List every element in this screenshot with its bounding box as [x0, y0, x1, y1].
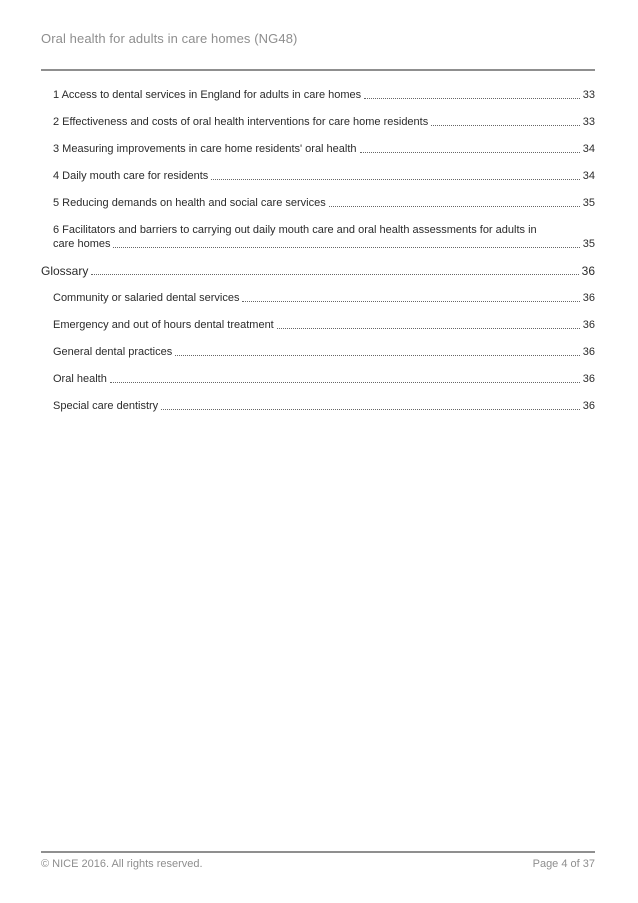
- toc-entry-label: 1 Access to dental services in England for adults in care homes: [53, 89, 362, 101]
- toc-page-number: 33: [582, 89, 595, 101]
- toc-leader-dots: [242, 300, 579, 302]
- toc-page-number: 35: [582, 238, 595, 250]
- toc-entry-measuring-improvements[interactable]: [41, 142, 595, 156]
- toc-page-number: 36: [582, 373, 595, 385]
- toc-page-number: 36: [582, 292, 595, 304]
- toc-page-number: 34: [582, 170, 595, 182]
- toc-page-number: 33: [582, 116, 595, 128]
- toc-leader-dots: [175, 354, 580, 356]
- toc-entry-facilitators-barriers[interactable]: [41, 223, 595, 251]
- toc-entry-label: 5 Reducing demands on health and social care services: [53, 197, 326, 209]
- toc-entry-access-dental-services[interactable]: [41, 88, 595, 102]
- toc-leader-dots: [113, 246, 579, 248]
- toc-entry-label-line2: care homes: [53, 238, 111, 250]
- toc-entry-label: Emergency and out of hours dental treatment: [53, 319, 274, 331]
- toc-entry-oral-health[interactable]: [41, 372, 595, 386]
- toc-leader-dots: [431, 124, 580, 126]
- toc-page-number: 35: [582, 197, 595, 209]
- toc-page-number: 36: [581, 264, 595, 278]
- toc-entry-glossary[interactable]: [41, 264, 595, 278]
- toc-entry-effectiveness-costs[interactable]: [41, 115, 595, 129]
- toc-leader-dots: [211, 178, 579, 180]
- header-rule: [41, 69, 595, 71]
- toc-entry-label: 3 Measuring improvements in care home residents' oral health: [53, 143, 357, 155]
- footer-copyright: © NICE 2016. All rights reserved.: [41, 858, 203, 870]
- toc-entry-reducing-demands[interactable]: [41, 196, 595, 210]
- page-header-title: Oral health for adults in care homes (NG48): [41, 31, 298, 46]
- toc-page-number: 36: [582, 319, 595, 331]
- toc-entry-general-dental-practices[interactable]: [41, 345, 595, 359]
- toc-entry-label: 4 Daily mouth care for residents: [53, 170, 209, 182]
- toc-leader-dots: [329, 205, 580, 207]
- toc-entry-label: Oral health: [53, 373, 107, 385]
- toc-entry-label: General dental practices: [53, 346, 173, 358]
- toc-entry-label: Community or salaried dental services: [53, 292, 240, 304]
- toc-page-number: 36: [582, 400, 595, 412]
- footer-rule: [41, 851, 595, 853]
- table-of-contents: [41, 88, 595, 426]
- toc-page-number: 34: [582, 143, 595, 155]
- toc-leader-dots: [110, 381, 580, 383]
- toc-entry-label: 2 Effectiveness and costs of oral health interventions for care home residents: [53, 116, 429, 128]
- toc-leader-dots: [277, 327, 580, 329]
- footer-page-number: Page 4 of 37: [532, 858, 595, 870]
- toc-page-number: 36: [582, 346, 595, 358]
- toc-entry-community-salaried-dental[interactable]: [41, 291, 595, 305]
- toc-leader-dots: [91, 273, 578, 275]
- toc-entry-label-line1: 6 Facilitators and barriers to carrying out daily mouth care and oral health assessments for adults in: [53, 224, 537, 236]
- toc-entry-label: Special care dentistry: [53, 400, 159, 412]
- toc-entry-daily-mouth-care[interactable]: [41, 169, 595, 183]
- toc-leader-dots: [360, 151, 580, 153]
- toc-leader-dots: [364, 97, 580, 99]
- toc-entry-label: Glossary: [41, 264, 89, 278]
- toc-leader-dots: [161, 408, 580, 410]
- toc-entry-emergency-out-of-hours[interactable]: [41, 318, 595, 332]
- toc-entry-special-care-dentistry[interactable]: [41, 399, 595, 413]
